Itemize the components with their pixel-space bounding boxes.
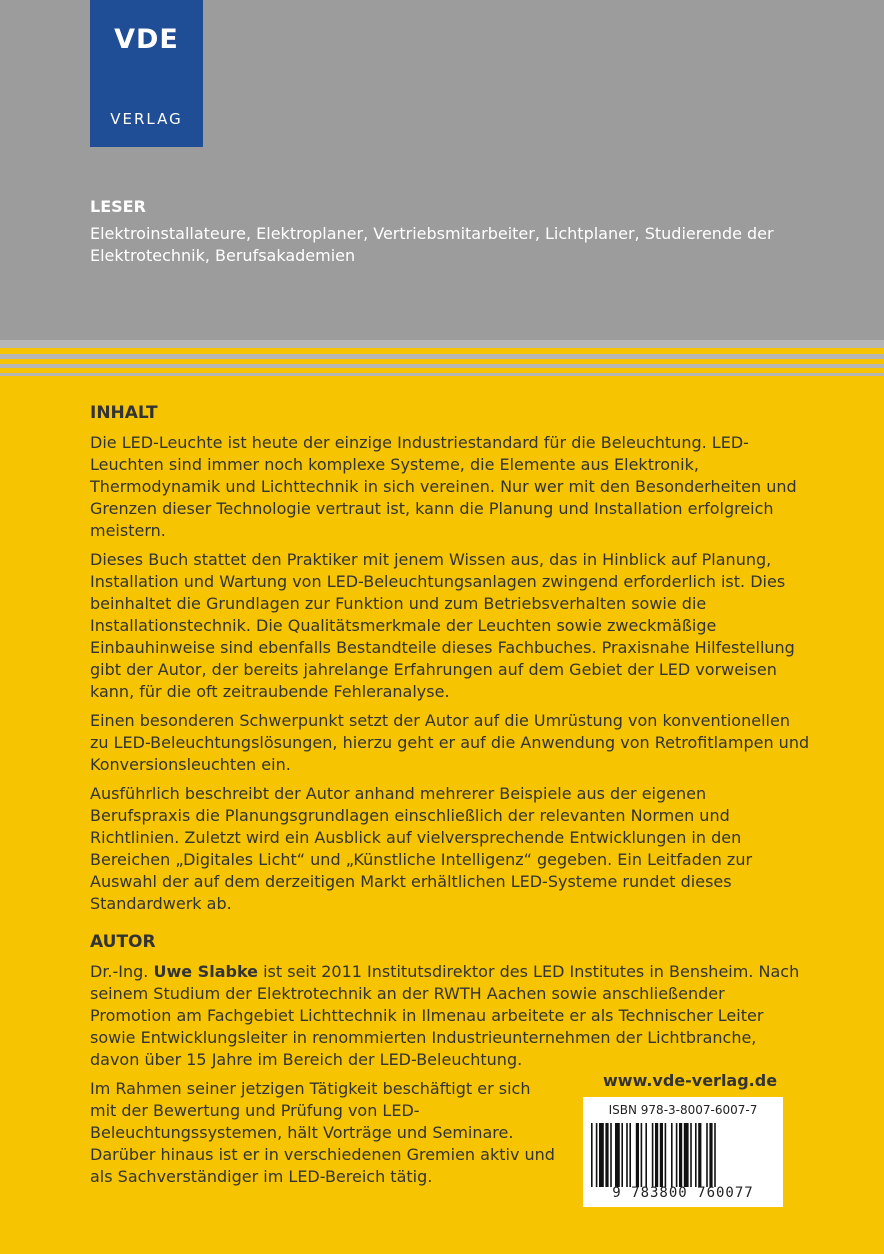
barcode-bar [626,1123,628,1187]
barcode-bar [671,1123,673,1187]
inhalt-paragraph-3: Einen besonderen Schwerpunkt setzt der Autor auf die Umrüstung von konventionellen zu LED-Beleuchtungslösungen, hierzu geht er auf die Anwendung von Retrofitlampen und Konversionsleuchten ein. [90,711,810,774]
barcode-bar [655,1123,658,1187]
website-link[interactable]: www.vde-verlag.de [603,1071,778,1090]
barcode-bar [690,1123,692,1187]
isbn-barcode [583,1097,783,1207]
barcode-bar [679,1123,682,1187]
barcode-bar [709,1123,712,1187]
barcode-digits: 9 783800 760077 [612,1185,754,1201]
barcode-bar [695,1123,697,1187]
barcode-bar [605,1123,608,1187]
inhalt-heading: INHALT [90,403,158,423]
logo-sub: VERLAG [110,110,183,128]
leser-text: Elektroinstallateure, Elektroplaner, Vertriebsmitarbeiter, Lichtplaner, Studierende der Elektrotechnik, Berufsakademien [90,224,774,265]
barcode-bar [596,1123,598,1187]
autor-prefix: Dr.-Ing. [90,962,154,981]
logo-brand: VDE [114,24,179,55]
decorative-stripes [0,340,884,380]
barcode-bar [636,1123,639,1187]
leser-heading: LESER [90,197,146,216]
barcode-bar [621,1123,623,1187]
barcode-bar [591,1123,593,1187]
header-band [0,0,884,340]
barcode-bar [706,1123,708,1187]
barcode-bar [676,1123,678,1187]
barcode-bar [652,1123,654,1187]
autor-paragraph-2: Im Rahmen seiner jetzigen Tätigkeit beschäftigt er sich mit der Bewertung und Prüfung von LED-Beleuchtungssystemen, hält Vorträge und Seminare. Darüber hinaus ist er in verschiedenen Gremien aktiv und als Sachverständiger im LED-Bereich tätig. [90,1079,555,1186]
barcode-bar [599,1123,604,1187]
barcode-bar [610,1123,612,1187]
autor-name: Uwe Slabke [153,962,258,981]
barcode-bar [698,1123,701,1187]
barcode-bar [684,1123,689,1187]
barcode-bar [665,1123,667,1187]
barcode-bar [629,1123,631,1187]
barcode-bar [660,1123,663,1187]
autor-paragraph-1 [90,961,810,1071]
autor-heading: AUTOR [90,932,156,952]
barcode-bar [641,1123,643,1187]
barcode-bar [645,1123,647,1187]
isbn-number: ISBN 978-3-8007-6007-7 [608,1103,758,1117]
inhalt-paragraph-4: Ausführlich beschreibt der Autor anhand mehrerer Beispiele aus der eigenen Berufspraxis die Planungsgrundlagen einschließlich der relevanten Normen und Richtlinien. Zuletzt wird ein Ausblick auf vielversprechende Entwicklungen in den Bereichen „Digitales Licht“ und „Künstliche Intelligenz“ gegeben. Ein Leitfaden zur Auswahl der auf dem derzeitigen Markt erhältlichen LED-Systeme rundet dieses Standardwerk ab. [90,784,753,913]
inhalt-paragraph-1: Die LED-Leuchte ist heute der einzige Industriestandard für die Beleuchtung. LED-Leuchten sind immer noch komplexe Systeme, die Elemente aus Elektronik, Thermodynamik und Lichttechnik in sich vereinen. Nur wer mit den Besonderheiten und Grenzen dieser Technologie vertraut ist, kann die Planung und Installation erfolgreich meistern. [90,433,797,540]
barcode-bars [591,1123,775,1187]
autor-paragraph-1-text: ist seit 2011 Institutsdirektor des LED Institutes in Bensheim. Nach seinem Studium der Elektrotechnik an der RWTH Aachen sowie anschließender Promotion am Fachgebiet Lichttechnik in Ilmenau arbeitete er als Technischer Leiter sowie Entwicklungsleiter in renommierten Industrieunternehmen der Lichtbranche, davon über 15 Jahre im Bereich der LED-Beleuchtung. [90,962,800,1069]
barcode-bar [714,1123,716,1187]
barcode-bar [615,1123,620,1187]
vde-verlag-logo [90,0,203,147]
inhalt-paragraph-2: Dieses Buch stattet den Praktiker mit jenem Wissen aus, das in Hinblick auf Planung, Installation und Wartung von LED-Beleuchtungsanlagen zwingend erforderlich ist. Dies beinhaltet die Grundlagen zur Funktion und zum Betriebsverhalten sowie die Installationstechnik. Die Qualitätsmerkmale der Leuchten sowie zweckmäßige Einbauhinweise sind ebenfalls Bestandteile dieses Fachbuches. Praxisnahe Hilfestellung gibt der Autor, der bereits jahrelange Erfahrungen auf dem Gebiet der LED vorweisen kann, für die oft zeitraubende Fehleranalyse. [90,550,795,701]
